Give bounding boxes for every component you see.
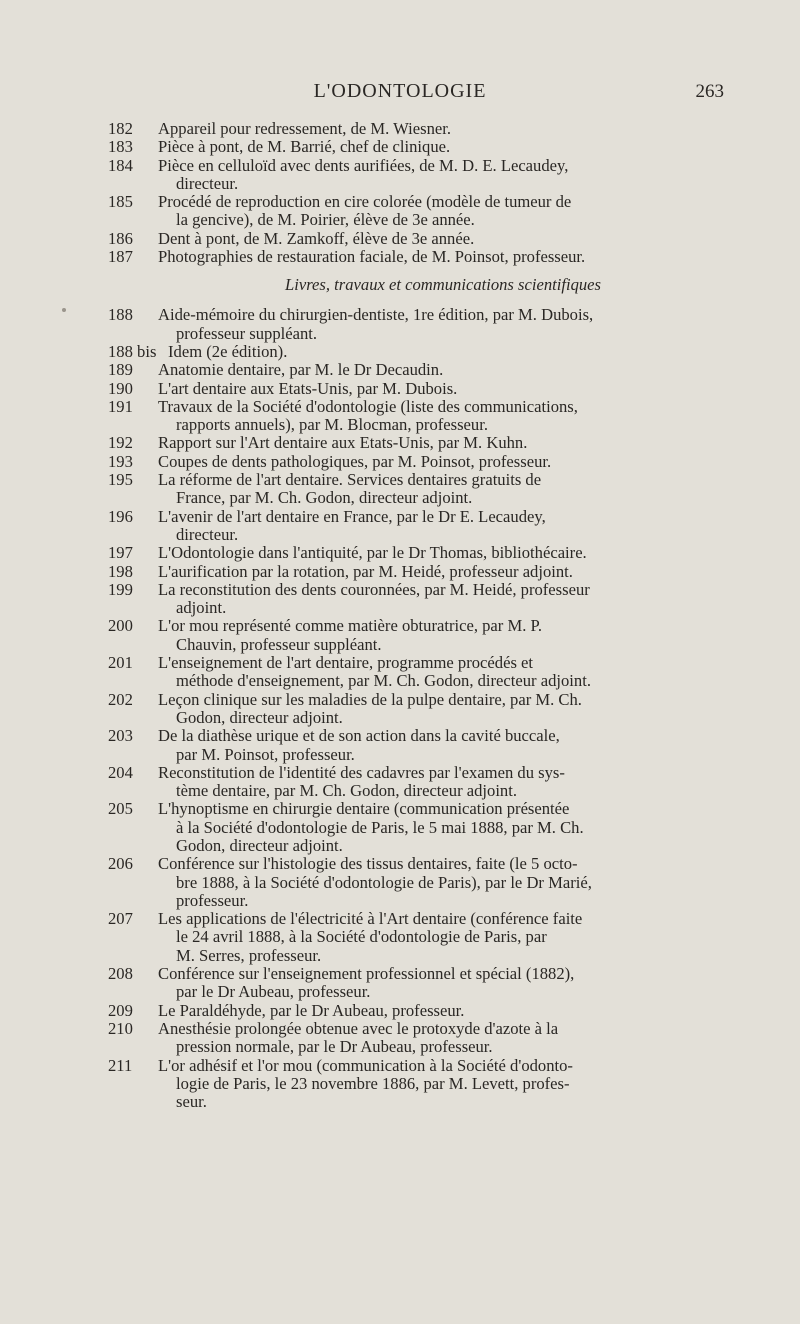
entry-number: 185: [108, 192, 133, 212]
list-item: [108, 800, 728, 855]
entry-line: L'Odontologie dans l'antiquité, par le Dr Thomas, bibliothécaire.: [158, 543, 587, 563]
entry-text: [158, 157, 728, 194]
publication-entries: [108, 306, 728, 1111]
entry-text: [158, 654, 728, 691]
entry-number: 206: [108, 854, 133, 874]
entry-line: De la diathèse urique et de son action dans la cavité buccale,: [158, 726, 560, 746]
entry-continuation-line: à la Société d'odontologie de Paris, le 5 mai 1888, par M. Ch.: [176, 817, 584, 837]
entry-line: Leçon clinique sur les maladies de la pulpe dentaire, par M. Ch.: [158, 689, 582, 709]
entry-text: [158, 306, 728, 343]
entry-line: Dent à pont, de M. Zamkoff, élève de 3e année.: [158, 228, 475, 248]
entry-text: [158, 855, 728, 910]
entry-continuation-line: France, par M. Ch. Godon, directeur adjoint.: [176, 488, 473, 508]
entry-text: [158, 910, 728, 965]
page-number: 263: [695, 81, 724, 102]
list-item: [108, 691, 728, 728]
entry-text: [158, 248, 728, 266]
list-item: [108, 398, 728, 435]
entry-text: [158, 380, 728, 398]
exhibit-entries: [108, 120, 728, 266]
list-item: [108, 1002, 728, 1020]
entry-continuation-line: seur.: [176, 1092, 207, 1112]
entry-number: 188: [108, 305, 133, 325]
entry-line: Le Paraldéhyde, par le Dr Aubeau, professeur.: [158, 1000, 465, 1020]
entry-continuation-line: Godon, directeur adjoint.: [176, 707, 343, 727]
entry-continuation-line: directeur.: [176, 524, 239, 544]
list-item: [108, 965, 728, 1002]
list-item: [108, 471, 728, 508]
list-item: [108, 230, 728, 248]
entry-text: [158, 138, 728, 156]
entry-number: 203: [108, 726, 133, 746]
entry-number: 187: [108, 247, 133, 267]
entry-line: Les applications de l'électricité à l'Art dentaire (conférence faite: [158, 909, 583, 929]
list-item: [108, 544, 728, 562]
list-item: [108, 654, 728, 691]
entry-number: 211: [108, 1055, 133, 1075]
entry-number: 200: [108, 616, 133, 636]
entry-number: 208: [108, 964, 133, 984]
entry-text: [158, 581, 728, 618]
entry-number: 209: [108, 1000, 133, 1020]
entry-number: 199: [108, 579, 133, 599]
entry-number: 202: [108, 689, 133, 709]
entry-number: 207: [108, 909, 133, 929]
entry-list: [108, 120, 728, 1111]
list-item: [108, 343, 728, 361]
list-item: [108, 138, 728, 156]
entry-text: [158, 361, 728, 379]
entry-number: 189: [108, 360, 133, 380]
entry-continuation-line: adjoint.: [176, 598, 227, 618]
entry-number: 204: [108, 762, 133, 782]
list-item: [108, 1057, 728, 1112]
entry-continuation-line: bre 1888, à la Société d'odontologie de Paris), par le Dr Marié,: [176, 872, 592, 892]
list-item: [108, 157, 728, 194]
entry-line: L'aurification par la rotation, par M. Heidé, professeur adjoint.: [158, 561, 573, 581]
entry-text: [158, 120, 728, 138]
entry-number: 193: [108, 451, 133, 471]
list-item: [108, 855, 728, 910]
entry-line: Rapport sur l'Art dentaire aux Etats-Unis, par M. Kuhn.: [158, 433, 528, 453]
entry-number: 183: [108, 137, 133, 157]
entry-line: Pièce en celluloïd avec dents aurifiées, de M. D. E. Lecaudey,: [158, 155, 569, 175]
list-item: [108, 581, 728, 618]
entry-line: Pièce à pont, de M. Barrié, chef de clinique.: [158, 137, 451, 157]
entry-text: [158, 1002, 728, 1020]
entry-line: Photographies de restauration faciale, de M. Poinsot, professeur.: [158, 247, 586, 267]
list-item: [108, 248, 728, 266]
entry-number: 210: [108, 1018, 133, 1038]
entry-line: Aide-mémoire du chirurgien-dentiste, 1re édition, par M. Dubois,: [158, 305, 594, 325]
page-header: [0, 80, 800, 106]
entry-text: [158, 727, 728, 764]
entry-text: [158, 965, 728, 1002]
entry-text: [158, 508, 728, 545]
entry-continuation-line: Chauvin, professeur suppléant.: [176, 634, 382, 654]
entry-line: Conférence sur l'enseignement professionnel et spécial (1882),: [158, 964, 575, 984]
entry-text: [158, 1057, 728, 1112]
list-item: [108, 1020, 728, 1057]
list-item: [108, 910, 728, 965]
entry-line: La reconstitution des dents couronnées, par M. Heidé, professeur: [158, 579, 590, 599]
entry-number: 192: [108, 433, 133, 453]
list-item: [108, 193, 728, 230]
list-item: [108, 563, 728, 581]
entry-text: [158, 453, 728, 471]
entry-continuation-line: directeur.: [176, 173, 239, 193]
entry-text: [158, 434, 728, 452]
entry-number: 186: [108, 228, 133, 248]
entry-line: L'art dentaire aux Etats-Unis, par M. Dubois.: [158, 378, 458, 398]
entry-number: 184: [108, 155, 133, 175]
paper-speck: [62, 308, 66, 312]
entry-number: 196: [108, 506, 133, 526]
entry-continuation-line: la gencive), de M. Poirier, élève de 3e année.: [176, 210, 475, 230]
entry-line: L'or adhésif et l'or mou (communication à la Société d'odonto-: [158, 1055, 573, 1075]
entry-number: 188 bis: [108, 341, 157, 361]
entry-line: L'or mou représenté comme matière obturatrice, par M. P.: [158, 616, 543, 636]
list-item: [108, 120, 728, 138]
entry-line: Coupes de dents pathologiques, par M. Poinsot, professeur.: [158, 451, 552, 471]
entry-line: Reconstitution de l'identité des cadavres par l'examen du sys-: [158, 762, 565, 782]
list-item: [108, 361, 728, 379]
entry-number: 198: [108, 561, 133, 581]
entry-number: 201: [108, 653, 133, 673]
entry-continuation-line: par le Dr Aubeau, professeur.: [176, 982, 371, 1002]
entry-line: Anatomie dentaire, par M. le Dr Decaudin.: [158, 360, 444, 380]
entry-number: 195: [108, 470, 133, 490]
entry-line: Idem (2e édition).: [168, 341, 288, 361]
entry-continuation-line: professeur.: [176, 890, 249, 910]
section-heading: Livres, travaux et communications scientifiques: [285, 275, 601, 295]
list-item: [108, 727, 728, 764]
entry-text: [158, 471, 728, 508]
entry-line: Travaux de la Société d'odontologie (liste des communications,: [158, 396, 578, 416]
entry-line: L'enseignement de l'art dentaire, programme procédés et: [158, 653, 534, 673]
entry-continuation-line: logie de Paris, le 23 novembre 1886, par M. Levett, profes-: [176, 1073, 570, 1093]
entry-line: Appareil pour redressement, de M. Wiesner.: [158, 119, 452, 138]
list-item: [108, 434, 728, 452]
entry-continuation-line: par M. Poinsot, professeur.: [176, 744, 355, 764]
entry-text: [158, 398, 728, 435]
entry-number: 205: [108, 799, 133, 819]
entry-continuation-line: M. Serres, professeur.: [176, 945, 322, 965]
list-item: [108, 764, 728, 801]
entry-text: [158, 617, 728, 654]
entry-continuation-line: tème dentaire, par M. Ch. Godon, directeur adjoint.: [176, 781, 517, 801]
entry-number: 197: [108, 543, 133, 563]
entry-text: [158, 193, 728, 230]
entry-continuation-line: méthode d'enseignement, par M. Ch. Godon, directeur adjoint.: [176, 671, 591, 691]
list-item: [108, 306, 728, 343]
entry-line: L'hynoptisme en chirurgie dentaire (communication présentée: [158, 799, 570, 819]
entry-line: Procédé de reproduction en cire colorée (modèle de tumeur de: [158, 192, 572, 212]
list-item: [108, 508, 728, 545]
entry-line: La réforme de l'art dentaire. Services dentaires gratuits de: [158, 470, 542, 490]
entry-text: [158, 764, 728, 801]
list-item: [108, 617, 728, 654]
entry-line: Anesthésie prolongée obtenue avec le protoxyde d'azote à la: [158, 1018, 559, 1038]
entry-continuation-line: rapports annuels), par M. Blocman, professeur.: [176, 415, 488, 435]
entry-number: 191: [108, 396, 133, 416]
entry-number: 190: [108, 378, 133, 398]
entry-text: [158, 1020, 728, 1057]
entry-text: [158, 230, 728, 248]
running-title: L'ODONTOLOGIE: [313, 80, 487, 102]
list-item: [108, 380, 728, 398]
entry-continuation-line: le 24 avril 1888, à la Société d'odontologie de Paris, par: [176, 927, 547, 947]
entry-text: [158, 563, 728, 581]
entry-text: [158, 691, 728, 728]
entry-number: 182: [108, 119, 133, 138]
entry-continuation-line: pression normale, par le Dr Aubeau, professeur.: [176, 1037, 493, 1057]
entry-text: [158, 800, 728, 855]
entry-continuation-line: professeur suppléant.: [176, 323, 318, 343]
list-item: [108, 453, 728, 471]
entry-line: L'avenir de l'art dentaire en France, par le Dr E. Lecaudey,: [158, 506, 546, 526]
entry-line: Conférence sur l'histologie des tissus dentaires, faite (le 5 octo-: [158, 854, 578, 874]
entry-text: [158, 343, 728, 361]
entry-continuation-line: Godon, directeur adjoint.: [176, 835, 343, 855]
entry-text: [158, 544, 728, 562]
